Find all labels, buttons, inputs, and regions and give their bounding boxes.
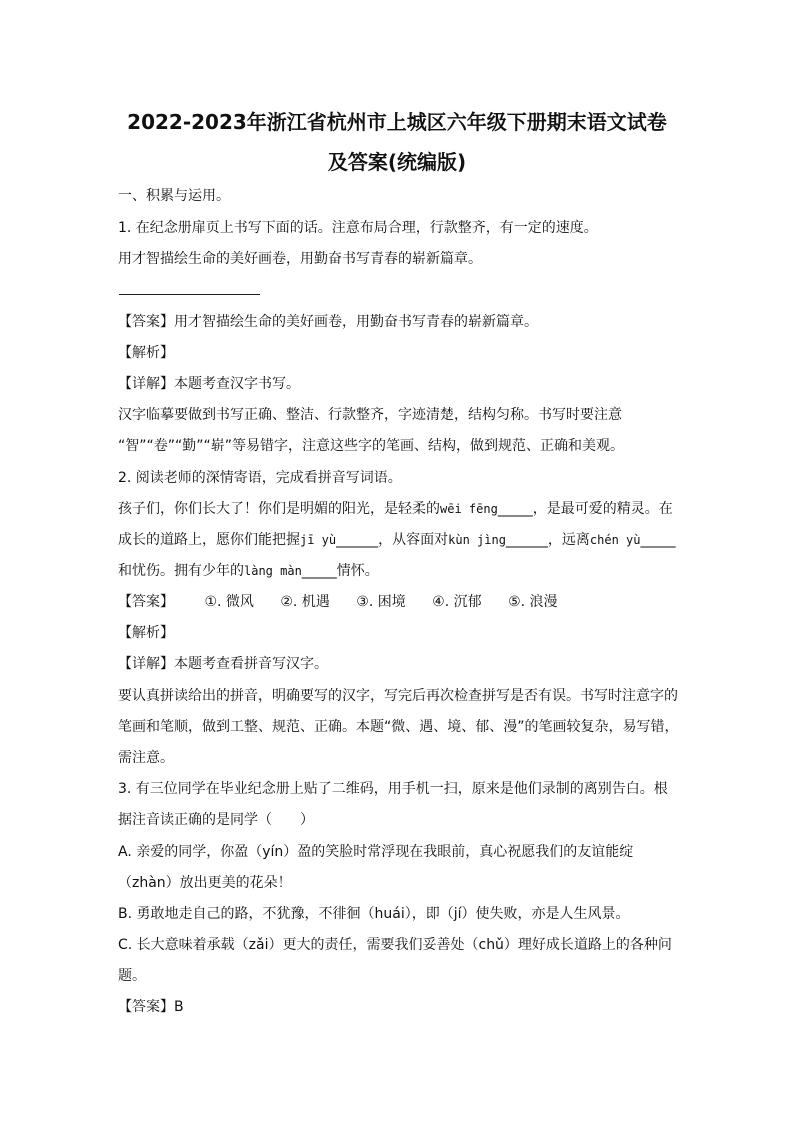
q3-option-c-2: 题。 (118, 968, 146, 984)
pinyin-jiyu: jī yù (300, 533, 337, 547)
q3-option-a-2: （zhàn）放出更美的花朵！ (118, 875, 292, 891)
passage-text: 和忧伤。拥有少年的 (118, 563, 244, 579)
answer-item: ⑤. 浪漫 (508, 594, 558, 610)
passage-text: _____ (640, 532, 676, 548)
answer-item: ③. 困境 (356, 594, 406, 610)
answer-item: ②. 机遇 (280, 594, 330, 610)
q2-analysis-label: 【解析】 (118, 625, 174, 641)
answer-writing-line (119, 294, 260, 295)
q1-analysis-label: 【解析】 (118, 345, 174, 361)
passage-text: _____情怀。 (301, 563, 379, 579)
pinyin-weifeng: wēi fēng (440, 502, 498, 516)
q2-explanation-2: 笔画和笔顺，做到工整、规范、正确。本题“微、遇、境、郁、漫”的笔画较复杂，易写错， (118, 719, 679, 735)
q3-prompt-1: 3. 有三位同学在毕业纪念册上贴了二维码，用手机一扫，原来是他们录制的离别告白。根 (118, 781, 668, 797)
q1-prompt: 1. 在纪念册扉页上书写下面的话。注意布局合理，行款整齐，有一定的速度。 (118, 220, 598, 236)
q3-option-b: B. 勇敢地走自己的路，不犹豫，不徘徊（huái），即（jí）使失败，亦是人生风景。 (118, 906, 630, 922)
passage-text: 孩子们，你们长大了！你们是明媚的阳光，是轻柔的 (118, 501, 440, 517)
pinyin-kunjing: kùn jìng (448, 533, 506, 547)
q1-detail: 【详解】本题考查汉字书写。 (118, 376, 300, 392)
q1-sentence: 用才智描绘生命的美好画卷，用勤奋书写青春的崭新篇章。 (118, 251, 482, 267)
q1-explanation-1: 汉字临摹要做到书写正确、整洁、行款整齐，字迹清楚，结构匀称。书写时要注意 (118, 407, 622, 423)
q2-explanation-3: 需注意。 (118, 750, 174, 766)
passage-text: 成长的道路上，愿你们能把握 (118, 532, 300, 548)
q2-passage-line-3 (118, 561, 379, 581)
pinyin-langman: làng màn (244, 564, 302, 578)
passage-text: _____，是最可爱的精灵。在 (497, 501, 673, 517)
q2-prompt: 2. 阅读老师的深情寄语，完成看拼音写词语。 (118, 470, 402, 486)
answer-item: ④. 沉郁 (432, 594, 482, 610)
section-heading: 一、积累与运用。 (118, 188, 230, 204)
passage-text: ______，远离 (505, 532, 590, 548)
answer-item: ①. 微风 (204, 594, 254, 610)
passage-text: ______，从容面对 (336, 532, 449, 548)
q2-answer (118, 592, 558, 612)
answer-label: 【答案】 (118, 594, 174, 610)
q2-passage-line-1 (118, 499, 673, 519)
q3-answer: 【答案】B (118, 999, 184, 1015)
document-title-line-2: 及答案(统编版) (327, 150, 467, 174)
q1-answer: 【答案】用才智描绘生命的美好画卷，用勤奋书写青春的崭新篇章。 (118, 314, 538, 330)
q3-option-c-1: C. 长大意味着承载（zǎi）更大的责任，需要我们妥善处（chǔ）理好成长道路上的各种问 (118, 937, 672, 953)
q2-explanation-1: 要认真拼读给出的拼音，明确要写的汉字，写完后再次检查拼写是否有误。书写时注意字的 (118, 688, 678, 704)
document-title-line-1: 2022-2023年浙江省杭州市上城区六年级下册期末语文试卷 (127, 110, 667, 134)
q2-detail: 【详解】本题考查看拼音写汉字。 (118, 656, 328, 672)
pinyin-chenyu: chén yù (589, 533, 641, 547)
q2-passage-line-2 (118, 530, 676, 550)
q1-explanation-2: “智”“卷”“勤”“崭”等易错字，注意这些字的笔画、结构，做到规范、正确和美观。 (118, 438, 625, 454)
q3-option-a-1: A. 亲爱的同学，你盈（yín）盈的笑脸时常浮现在我眼前，真心祝愿我们的友谊能绽 (118, 844, 634, 860)
q3-prompt-2: 据注音读正确的是同学（ ） (118, 812, 314, 828)
